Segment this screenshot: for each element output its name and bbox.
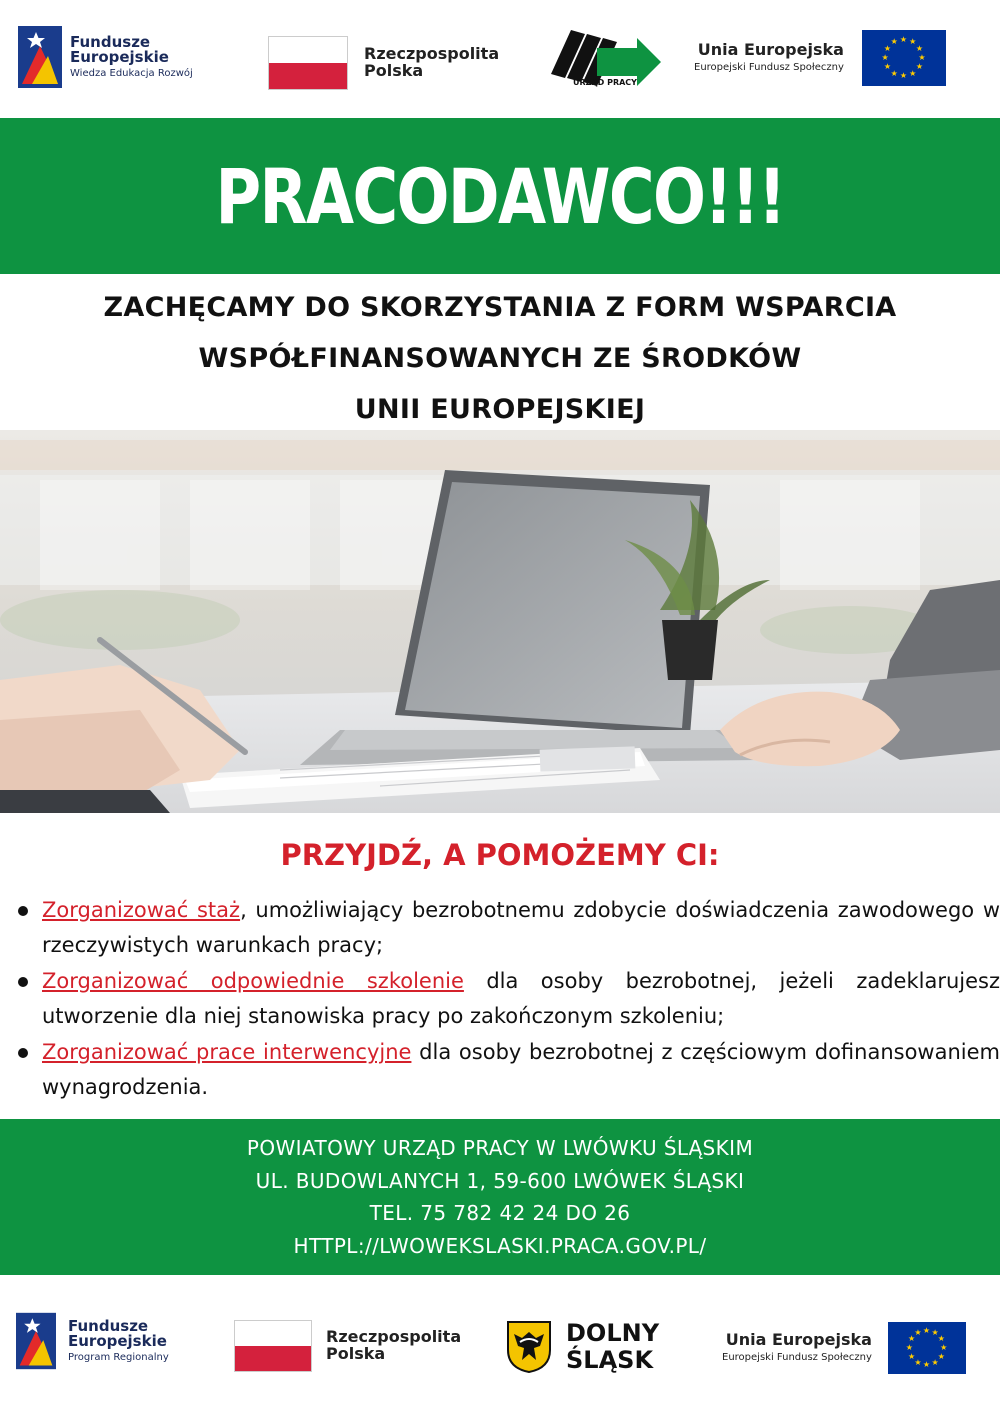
subheading [0, 282, 1000, 435]
eu-star-icon: ★ [915, 62, 924, 72]
rp2-line1: Rzeczpospolita [326, 1327, 462, 1347]
internship-link[interactable]: Zorganizować staż [42, 898, 241, 922]
rp2-line2: Polska [326, 1344, 386, 1363]
list-item [14, 893, 1000, 963]
fe2-line2: Europejskie [68, 1332, 167, 1351]
eu-star-icon: ★ [914, 1357, 922, 1367]
eu-star-icon: ★ [922, 1325, 931, 1335]
bullet-icon [18, 977, 28, 987]
eu-star-icon: ★ [899, 34, 908, 44]
office-phone[interactable]: TEL. 75 782 42 24 DO 26 [369, 1201, 631, 1225]
rp-line1: Rzeczpospolita [364, 44, 500, 64]
ue-title: Unia Europejska [697, 40, 844, 60]
rp-line2: Polska [364, 61, 424, 80]
rzeczpospolita-logo [234, 1320, 461, 1372]
eu-star-icon: ★ [915, 43, 924, 53]
bullet-icon [18, 906, 28, 916]
page-title: PRACODAWCO!!! [215, 151, 785, 241]
fundusze-europejskie-program-logo [16, 1311, 169, 1371]
polish-flag-icon [268, 36, 348, 90]
list-item [14, 964, 1000, 1034]
ds-line1: DOLNY [566, 1319, 660, 1347]
footer-logos [0, 1296, 1000, 1414]
eu-star-icon: ★ [908, 1334, 916, 1344]
eu-star-icon: ★ [881, 53, 889, 62]
eu-star-icon: ★ [918, 53, 926, 62]
list-item [14, 1035, 1000, 1105]
eu-star-icon: ★ [937, 1351, 945, 1361]
urzad-pracy-logo [545, 26, 665, 87]
eu-star-icon: ★ [890, 69, 898, 78]
eu-flag-icon [862, 30, 946, 86]
eu-flag-icon [888, 1322, 966, 1374]
eu-star-icon: ★ [931, 1328, 939, 1338]
subheading-line3: UNII EUROPEJSKIEJ [354, 394, 646, 425]
header-logos [0, 0, 1000, 118]
polish-flag-icon [234, 1320, 312, 1372]
fe-sub: Wiedza Edukacja Rozwój [70, 68, 193, 79]
title-banner [0, 118, 1000, 274]
fundusze-europejskie-icon [18, 26, 62, 88]
eu-star-icon: ★ [890, 36, 898, 46]
fundusze-europejskie-icon [16, 1311, 56, 1371]
eu-star-icon: ★ [937, 1334, 945, 1344]
eu-star-icon: ★ [922, 1360, 931, 1370]
support-list [14, 893, 1000, 1106]
office-desk-photo [0, 430, 1000, 813]
fundusze-europejskie-logo [18, 26, 193, 88]
office-name: POWIATOWY URZĄD PRACY W LWÓWKU ŚLĄSKIM [246, 1136, 754, 1160]
intervention-works-link[interactable]: Zorganizować prace interwencyjne [42, 1040, 412, 1064]
fe-line2: Europejskie [70, 48, 169, 67]
eu-star-icon: ★ [909, 36, 917, 46]
eu-star-icon: ★ [883, 43, 892, 53]
subheading-line1: ZACHĘCAMY DO SKORZYSTANIA Z FORM WSPARCIA [103, 292, 897, 323]
office-address: UL. BUDOWLANYCH 1, 59-600 LWÓWEK ŚLĄSKI [255, 1168, 745, 1193]
ds-line2: ŚLĄSK [566, 1346, 654, 1374]
rzeczpospolita-logo [268, 36, 499, 90]
ue-sub: Europejski Fundusz Społeczny [694, 62, 844, 74]
eu-star-icon: ★ [905, 1343, 913, 1352]
ue2-title: Unia Europejska [725, 1330, 872, 1350]
eu-star-icon: ★ [931, 1357, 939, 1367]
list-item-text: , umożliwiający bezrobotnemu zdobycie doświadczenia zawodowego w rzeczywistych warunkach pracy; [42, 898, 1000, 957]
fe2-line1: Fundusze [68, 1316, 149, 1335]
unia-europejska-logo [694, 30, 946, 86]
dolny-slask-logo [506, 1320, 659, 1374]
list-item-text: dla osoby bezrobotnej z częściowym dofinansowaniem wynagrodzenia. [42, 1040, 1000, 1099]
eu-star-icon: ★ [940, 1343, 948, 1352]
eu-star-icon: ★ [883, 62, 892, 72]
up-label: URZĄD PRACY [573, 78, 637, 87]
dolny-slask-eagle-icon [506, 1320, 552, 1374]
eu-star-icon: ★ [914, 1328, 922, 1338]
fe-line1: Fundusze [70, 32, 151, 51]
fe2-sub: Program Regionalny [68, 1352, 169, 1363]
bullet-icon [18, 1048, 28, 1058]
eu-star-icon: ★ [899, 71, 908, 81]
subheading-line2: WSPÓŁFINANSOWANYCH ZE ŚRODKÓW [198, 343, 802, 374]
contact-footer [0, 1119, 1000, 1275]
help-title: PRZYJDŹ, A POMOŻEMY CI: [280, 838, 720, 872]
list-item-text: dla osoby bezrobotnej, jeżeli zadeklarujesz utworzenie dla niej stanowiska pracy po zakończonym szkoleniu; [42, 969, 1000, 1028]
eu-star-icon: ★ [909, 69, 917, 78]
ue2-sub: Europejski Fundusz Społeczny [722, 1352, 872, 1364]
training-link[interactable]: Zorganizować odpowiednie szkolenie [42, 969, 464, 993]
eu-star-icon: ★ [908, 1351, 916, 1361]
office-url[interactable]: HTTPL://LWOWEKSLASKI.PRACA.GOV.PL/ [293, 1233, 707, 1258]
unia-europejska-logo [722, 1322, 966, 1374]
